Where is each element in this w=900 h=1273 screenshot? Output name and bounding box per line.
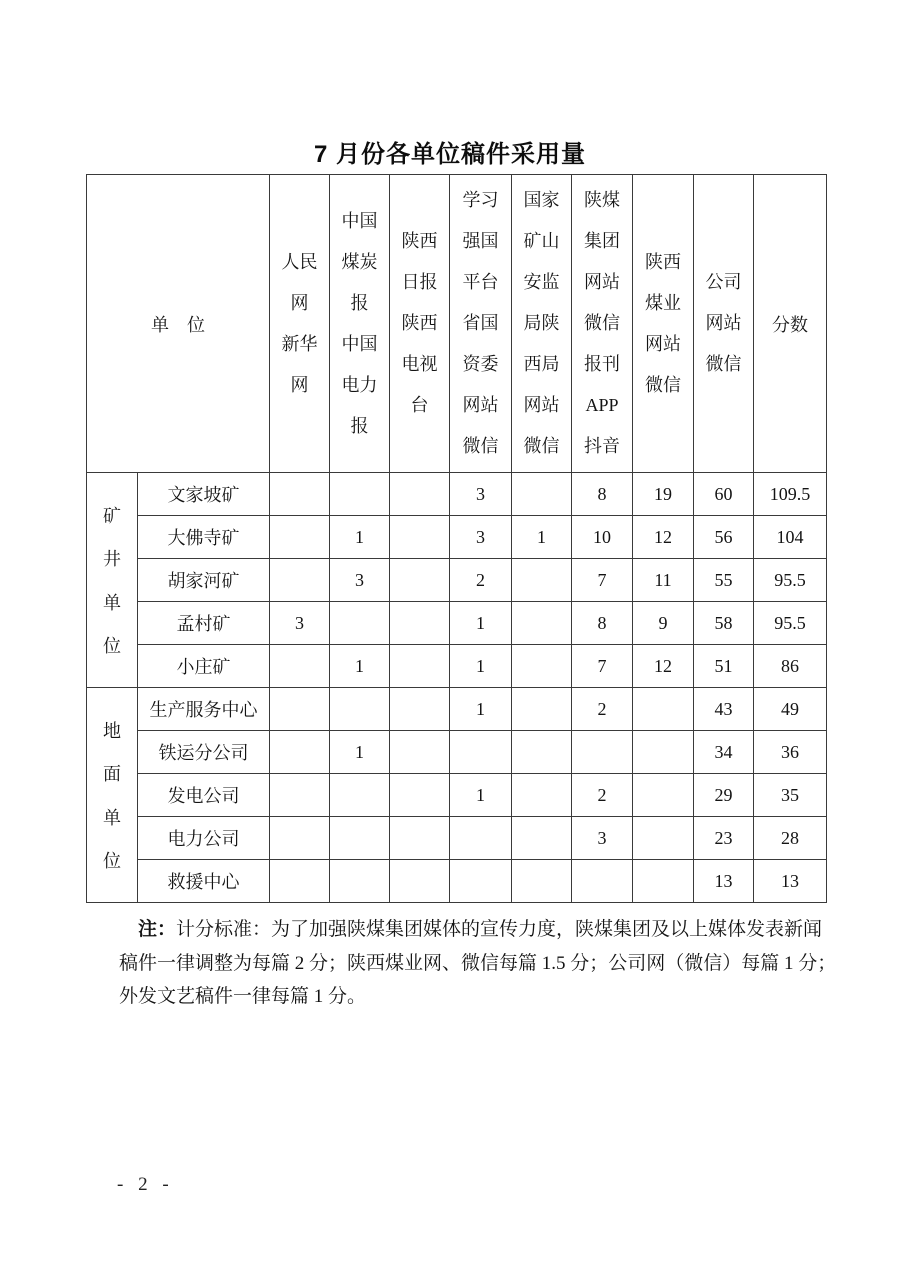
header-line: 煤业 — [645, 292, 681, 313]
value-cell — [512, 860, 572, 903]
value-cell: 1 — [450, 602, 512, 645]
value-cell — [512, 731, 572, 774]
score-cell: 28 — [754, 817, 827, 860]
header-line: 微信 — [705, 354, 742, 374]
header-line: 陕西 — [645, 251, 681, 272]
header-line: 网站 — [462, 395, 499, 415]
value-cell: 1 — [512, 516, 572, 559]
group-label-char: 地 — [103, 720, 121, 741]
unit-name-cell: 生产服务中心 — [138, 688, 270, 731]
value-cell — [270, 516, 330, 559]
score-column-header: 分数 — [754, 175, 827, 473]
header-line: 陕西 — [401, 231, 438, 251]
unit-name-cell: 孟村矿 — [138, 602, 270, 645]
unit-name-cell: 文家坡矿 — [138, 473, 270, 516]
media-column-header-8 — [694, 175, 754, 473]
header-line: 抖音 — [584, 436, 620, 456]
value-cell: 19 — [633, 473, 694, 516]
header-line: 陕西 — [401, 313, 438, 333]
value-cell: 10 — [572, 516, 633, 559]
table-row — [87, 817, 827, 860]
header-line: 矿山 — [523, 231, 560, 251]
value-cell: 1 — [330, 645, 390, 688]
media-column-header-7 — [633, 175, 694, 473]
unit-name-cell: 大佛寺矿 — [138, 516, 270, 559]
value-cell — [390, 602, 450, 645]
value-cell — [390, 688, 450, 731]
value-cell: 43 — [694, 688, 754, 731]
score-cell: 35 — [754, 774, 827, 817]
scoring-note — [119, 913, 837, 1014]
value-cell — [390, 516, 450, 559]
value-cell — [572, 860, 633, 903]
note-prefix: 注： — [138, 919, 177, 940]
value-cell — [270, 688, 330, 731]
header-line: 资委 — [462, 354, 499, 374]
table-row — [87, 774, 827, 817]
header-line: 报 — [350, 292, 369, 313]
header-line: 日报 — [401, 272, 438, 292]
value-cell — [450, 860, 512, 903]
header-line: 微信 — [645, 374, 681, 395]
media-column-header-2 — [330, 175, 390, 473]
value-cell — [270, 645, 330, 688]
header-line: 网站 — [705, 313, 742, 333]
value-cell — [633, 817, 694, 860]
value-cell: 1 — [330, 516, 390, 559]
header-line: 公司 — [705, 272, 742, 292]
value-cell — [512, 645, 572, 688]
value-cell — [633, 860, 694, 903]
value-cell: 3 — [270, 602, 330, 645]
value-cell — [330, 688, 390, 731]
page-title: 7 月份各单位稿件采用量 — [313, 141, 586, 168]
value-cell — [330, 602, 390, 645]
value-cell: 23 — [694, 817, 754, 860]
value-cell — [633, 688, 694, 731]
header-line: 微信 — [523, 436, 560, 456]
score-cell: 95.5 — [754, 602, 827, 645]
table-row — [87, 559, 827, 602]
table-row — [87, 516, 827, 559]
value-cell — [390, 860, 450, 903]
note-line-3: 外发文艺稿件一律每篇 1 分。 — [119, 986, 367, 1007]
header-line: 网站 — [523, 395, 560, 415]
value-cell — [270, 731, 330, 774]
value-cell: 51 — [694, 645, 754, 688]
group-label — [87, 474, 137, 686]
header-line: 安监 — [523, 272, 560, 292]
group-label-char: 位 — [103, 636, 121, 657]
value-cell — [512, 602, 572, 645]
header-line: 微信 — [584, 313, 620, 333]
header-line: 报刊 — [584, 354, 620, 374]
value-cell: 1 — [450, 774, 512, 817]
value-cell: 12 — [633, 516, 694, 559]
value-cell — [633, 731, 694, 774]
value-cell — [390, 645, 450, 688]
group-label-char: 井 — [103, 549, 121, 570]
value-cell — [270, 817, 330, 860]
unit-column-header: 单 位 — [87, 175, 270, 473]
value-cell — [330, 473, 390, 516]
value-cell: 58 — [694, 602, 754, 645]
header-line: 新华 — [281, 333, 318, 354]
value-cell — [330, 817, 390, 860]
value-cell: 13 — [694, 860, 754, 903]
media-column-header-5 — [512, 175, 572, 473]
value-cell: 7 — [572, 559, 633, 602]
value-cell: 2 — [572, 774, 633, 817]
header-line: 陕煤 — [584, 190, 620, 210]
value-cell: 2 — [572, 688, 633, 731]
value-cell: 8 — [572, 473, 633, 516]
value-cell: 29 — [694, 774, 754, 817]
header-line: 电视 — [401, 354, 438, 374]
group-label-char: 面 — [103, 764, 121, 785]
table-row — [87, 731, 827, 774]
table-header — [87, 175, 827, 473]
unit-name-cell: 发电公司 — [138, 774, 270, 817]
group-label-cell — [87, 688, 138, 903]
score-cell: 109.5 — [754, 473, 827, 516]
value-cell — [390, 731, 450, 774]
value-cell: 9 — [633, 602, 694, 645]
group-label-cell — [87, 473, 138, 688]
value-cell — [450, 817, 512, 860]
value-cell — [512, 774, 572, 817]
value-cell — [512, 559, 572, 602]
score-cell: 95.5 — [754, 559, 827, 602]
header-line: 平台 — [462, 272, 499, 292]
value-cell: 1 — [450, 688, 512, 731]
value-cell: 8 — [572, 602, 633, 645]
header-line: 人民 — [281, 251, 318, 272]
media-column-header-3 — [390, 175, 450, 473]
header-line: 中国 — [341, 333, 378, 354]
table-row — [87, 860, 827, 903]
note-line-1-text: 计分标准：为了加强陕煤集团媒体的宣传力度，陕煤集团及以上媒体发表新闻 — [176, 919, 823, 940]
value-cell: 12 — [633, 645, 694, 688]
value-cell: 1 — [330, 731, 390, 774]
score-cell: 104 — [754, 516, 827, 559]
header-line: 集团 — [584, 231, 620, 251]
header-line: 西局 — [523, 354, 560, 374]
value-cell — [390, 473, 450, 516]
header-line: 网站 — [645, 333, 681, 354]
header-line: 网 — [290, 374, 309, 395]
table-row — [87, 688, 827, 731]
table-row — [87, 602, 827, 645]
value-cell — [390, 817, 450, 860]
media-column-header-1 — [270, 175, 330, 473]
media-column-header-4 — [450, 175, 512, 473]
group-label-char: 位 — [103, 851, 121, 872]
value-cell: 11 — [633, 559, 694, 602]
value-cell: 1 — [450, 645, 512, 688]
unit-name-cell: 胡家河矿 — [138, 559, 270, 602]
value-cell: 2 — [450, 559, 512, 602]
value-cell: 3 — [330, 559, 390, 602]
value-cell — [450, 731, 512, 774]
value-cell — [572, 731, 633, 774]
header-line: 强国 — [462, 231, 499, 251]
unit-name-cell: 救援中心 — [138, 860, 270, 903]
header-line: 学习 — [462, 190, 499, 210]
value-cell — [390, 559, 450, 602]
value-cell — [390, 774, 450, 817]
score-cell: 86 — [754, 645, 827, 688]
media-column-header-6 — [572, 175, 633, 473]
value-cell: 60 — [694, 473, 754, 516]
value-cell — [633, 774, 694, 817]
header-line: 省国 — [462, 313, 499, 333]
header-line: 国家 — [523, 190, 560, 210]
header-line: 网站 — [584, 272, 620, 292]
value-cell — [270, 559, 330, 602]
header-line: 电力 — [341, 374, 378, 395]
unit-name-cell: 铁运分公司 — [138, 731, 270, 774]
unit-name-cell: 电力公司 — [138, 817, 270, 860]
value-cell — [512, 817, 572, 860]
header-line: 网 — [290, 292, 309, 313]
page-number: - 2 - — [117, 1174, 174, 1195]
header-line: 台 — [410, 395, 429, 415]
header-line: 报 — [350, 415, 369, 436]
group-label-char: 单 — [103, 807, 121, 828]
group-label-char: 单 — [103, 592, 121, 613]
value-cell: 3 — [450, 516, 512, 559]
value-cell: 7 — [572, 645, 633, 688]
header-line: 局陕 — [523, 313, 560, 333]
value-cell — [512, 473, 572, 516]
score-cell: 36 — [754, 731, 827, 774]
value-cell — [270, 473, 330, 516]
table-row — [87, 645, 827, 688]
value-cell: 34 — [694, 731, 754, 774]
table-body — [87, 473, 827, 903]
header-line: APP — [585, 395, 619, 415]
unit-name-cell: 小庄矿 — [138, 645, 270, 688]
value-cell: 56 — [694, 516, 754, 559]
value-cell — [330, 860, 390, 903]
value-cell: 55 — [694, 559, 754, 602]
group-label-char: 矿 — [103, 505, 121, 526]
header-line: 中国 — [341, 210, 378, 231]
value-cell: 3 — [572, 817, 633, 860]
value-cell: 3 — [450, 473, 512, 516]
value-cell — [270, 774, 330, 817]
score-cell: 13 — [754, 860, 827, 903]
note-line-2: 稿件一律调整为每篇 2 分；陕西煤业网、微信每篇 1.5 分；公司网（微信）每篇 1 分； — [119, 952, 837, 974]
score-cell: 49 — [754, 688, 827, 731]
table-row — [87, 473, 827, 516]
value-cell — [512, 688, 572, 731]
note-line-1 — [119, 913, 823, 947]
header-line: 煤炭 — [341, 251, 378, 272]
header-line: 微信 — [462, 436, 499, 456]
value-cell — [270, 860, 330, 903]
group-label — [87, 689, 137, 901]
value-cell — [330, 774, 390, 817]
adoption-table — [86, 174, 827, 903]
